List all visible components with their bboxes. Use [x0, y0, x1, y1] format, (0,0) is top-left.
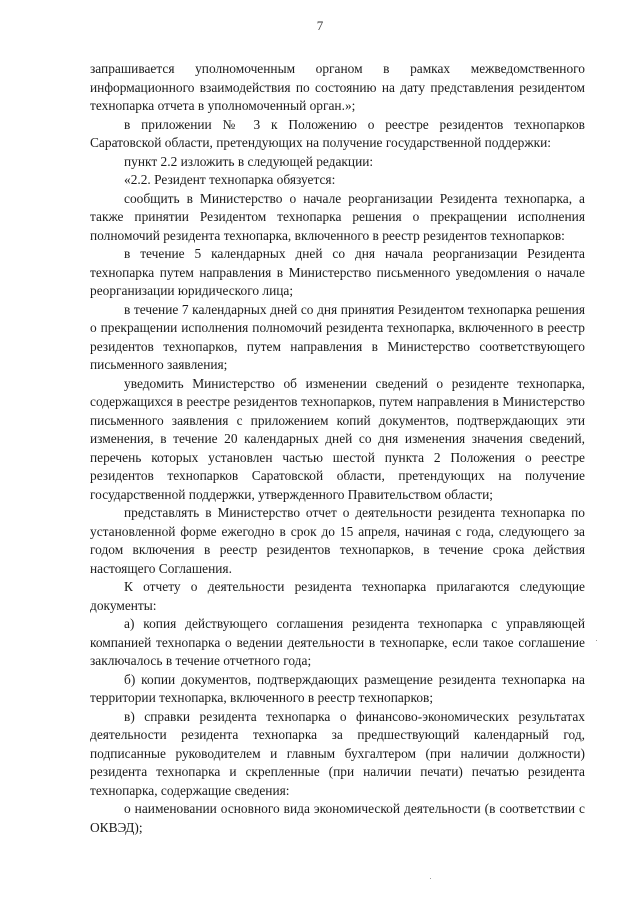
paragraph: в течение 5 календарных дней со дня начала реорганизации Резидента технопарка путем направления в Министерство письменного уведомления о начале реорганизации юридического лица; — [90, 246, 585, 298]
paragraph: о наименовании основного вида экономической деятельности (в соответствии с ОКВЭД); — [90, 801, 585, 835]
paragraph: сообщить в Министерство о начале реорганизации Резидента технопарка, а также принятии Резидентом технопарка решения о прекращении исполнения полномочий резидента технопарка, включенного в реестр резидентов технопарков: — [90, 190, 585, 243]
document-body — [90, 60, 585, 837]
scan-speck — [596, 640, 597, 641]
page-number: 7 — [316, 18, 324, 33]
scan-speck — [430, 878, 431, 879]
paragraph: в течение 7 календарных дней со дня принятия Резидентом технопарка решения о прекращении исполнения полномочий резидента технопарка, включенного в реестр резидентов технопарков, путем направления в Министерство соответствующего письменного заявления; — [90, 301, 585, 372]
paragraph: запрашивается уполномоченным органом в рамках межведомственного информационного взаимодействия по состоянию на дату представления резидентом технопарка отчета в уполномоченный орган.»; — [90, 61, 585, 113]
paragraph: «2.2. Резидент технопарка обязуется: — [124, 172, 336, 187]
paragraph: представлять в Министерство отчет о деятельности резидента технопарка по установленной форме ежегодно в срок до 15 апреля, начиная с года, следующего за годом включения в реестр резидентов технопарков, в течение срока действия настоящего Соглашения. — [90, 505, 585, 576]
paragraph: уведомить Министерство об изменении сведений о резиденте технопарка, содержащихся в реестре резидентов технопарков, путем направления в Министерство письменного заявления с приложением копий документов, подтверждающих эти изменения, в течение 20 календарных дней со дня изменения значения сведений, перечень которых установлен частью шестой пункта 2 Положения о реестре резидентов технопарков Саратовской области, претендующих на получение государственной поддержки, утвержденного Правительством области; — [90, 375, 585, 502]
paragraph: пункт 2.2 изложить в следующей редакции: — [124, 153, 374, 169]
paragraph: б) копии документов, подтверждающих размещение резидента технопарка на территории технопарка, включенного в реестр технопарков; — [90, 671, 585, 705]
paragraph: а) копия действующего соглашения резидента технопарка с управляющей компанией технопарка о ведении деятельности в технопарке, если такое соглашение заключалось в течение отчетного года; — [90, 616, 585, 668]
paragraph: в приложении № 3 к Положению о реестре резидентов технопарков Саратовской области, претендующих на получение государственной поддержки: — [90, 116, 585, 150]
paragraph: К отчету о деятельности резидента технопарка прилагаются следующие документы: — [90, 579, 585, 613]
paragraph: в) справки резидента технопарка о финансово-экономических результатах деятельности резидента технопарка за предшествующий календарный год, подписанные руководителем и главным бухгалтером (при наличии должности) резидента технопарка и скрепленные (при наличии печати) печатью резидента технопарка, содержащие сведения: — [90, 708, 585, 798]
